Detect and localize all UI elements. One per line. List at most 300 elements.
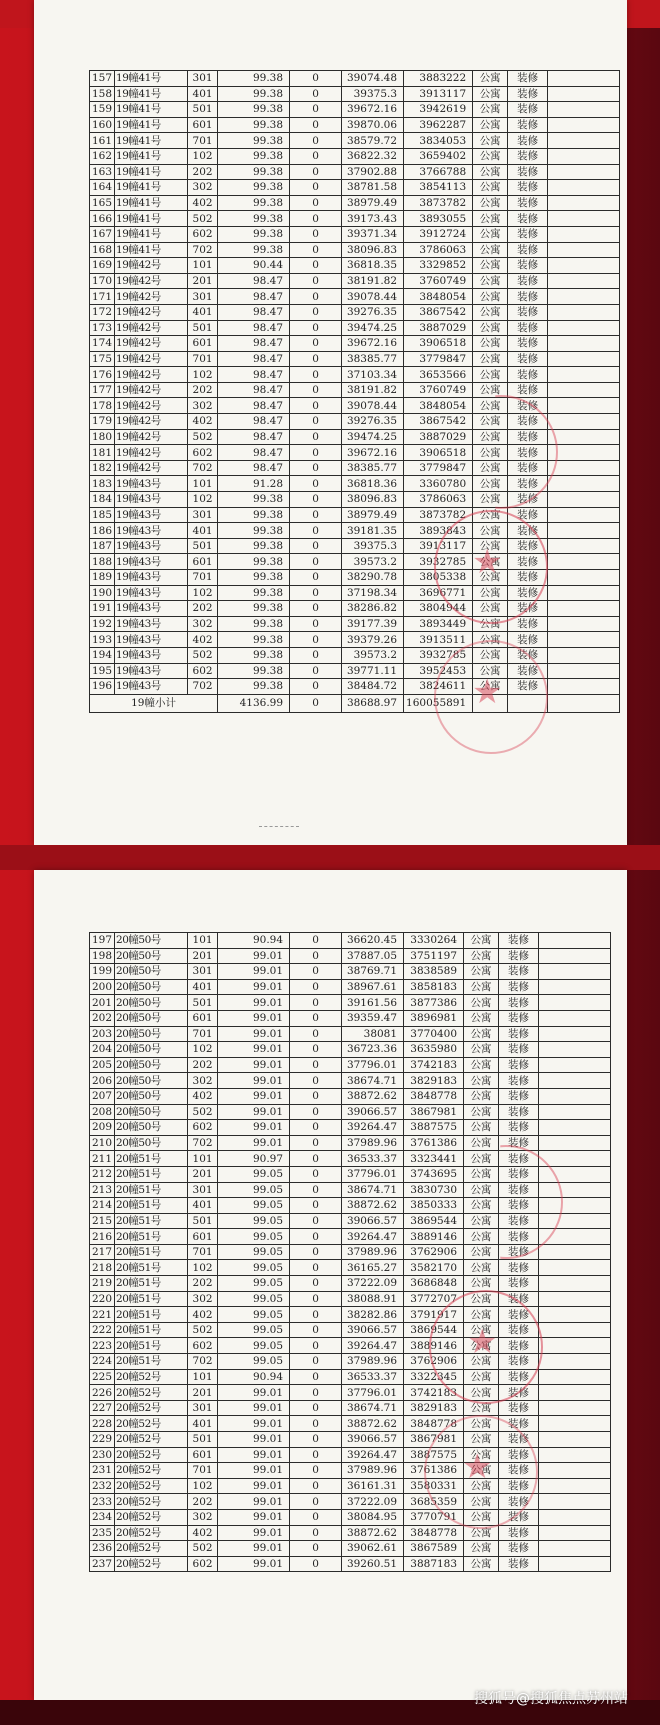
property-type-cell: 公寓 (473, 632, 508, 648)
zero-value-cell: 0 (290, 414, 342, 430)
room-number-cell: 402 (188, 1307, 218, 1323)
unit-price-cell: 36161.31 (342, 1478, 404, 1494)
total-price-cell: 3850333 (404, 1198, 464, 1214)
decoration-cell: 装修 (499, 964, 539, 980)
total-price-cell: 3751197 (404, 948, 464, 964)
decoration-cell: 装修 (508, 382, 548, 398)
room-number-cell: 401 (188, 304, 218, 320)
table-row (90, 86, 620, 102)
row-number-cell: 217 (90, 1244, 115, 1260)
property-type-cell: 公寓 (464, 964, 499, 980)
table-row (90, 382, 620, 398)
property-type-cell: 公寓 (464, 1042, 499, 1058)
area-cell: 99.01 (218, 1120, 290, 1136)
decoration-cell: 装修 (508, 320, 548, 336)
row-number-cell: 188 (90, 554, 115, 570)
zero-value-cell: 0 (290, 336, 342, 352)
total-price-cell: 3580331 (404, 1478, 464, 1494)
table-row (90, 429, 620, 445)
property-type-cell: 公寓 (464, 1135, 499, 1151)
zero-value-cell: 0 (290, 1338, 342, 1354)
decoration-cell: 装修 (499, 979, 539, 995)
property-type-cell: 公寓 (473, 523, 508, 539)
total-price-cell: 3962287 (404, 117, 473, 133)
remarks-cell (548, 71, 620, 87)
building-unit-cell: 19幢42号 (115, 304, 188, 320)
total-price-cell: 3653566 (404, 367, 473, 383)
remarks-cell (548, 211, 620, 227)
table-row (90, 367, 620, 383)
property-type-cell: 公寓 (473, 601, 508, 617)
row-number-cell: 163 (90, 164, 115, 180)
total-price-cell: 3830730 (404, 1182, 464, 1198)
remarks-cell (539, 1556, 611, 1572)
remarks-cell (548, 492, 620, 508)
building-unit-cell: 20幢51号 (115, 1307, 188, 1323)
building-unit-cell: 19幢43号 (115, 554, 188, 570)
remarks-cell (539, 995, 611, 1011)
decoration-cell: 装修 (499, 1432, 539, 1448)
decoration-cell: 装修 (499, 1151, 539, 1167)
table-row (90, 460, 620, 476)
table-row (90, 632, 620, 648)
row-number-cell: 186 (90, 523, 115, 539)
decoration-cell: 装修 (508, 585, 548, 601)
building-unit-cell: 20幢51号 (115, 1229, 188, 1245)
decoration-cell: 装修 (508, 180, 548, 196)
table-row (90, 979, 611, 995)
row-number-cell: 169 (90, 258, 115, 274)
room-number-cell: 402 (188, 195, 218, 211)
decoration-cell: 装修 (499, 1447, 539, 1463)
row-number-cell: 175 (90, 351, 115, 367)
area-cell: 99.01 (218, 1385, 290, 1401)
total-price-cell: 3582170 (404, 1260, 464, 1276)
zero-value-cell: 0 (290, 429, 342, 445)
zero-value-cell: 0 (290, 979, 342, 995)
decoration-cell: 装修 (508, 117, 548, 133)
zero-value-cell: 0 (290, 1010, 342, 1026)
table-row (90, 1244, 611, 1260)
area-cell: 99.05 (218, 1307, 290, 1323)
building-unit-cell: 20幢52号 (115, 1556, 188, 1572)
unit-price-cell: 39573.2 (342, 554, 404, 570)
building-unit-cell: 20幢51号 (115, 1198, 188, 1214)
room-number-cell: 502 (188, 1322, 218, 1338)
total-price-cell: 3772707 (404, 1291, 464, 1307)
property-type-cell: 公寓 (464, 1182, 499, 1198)
area-cell: 99.38 (218, 647, 290, 663)
total-price-cell: 3696771 (404, 585, 473, 601)
room-number-cell: 201 (188, 273, 218, 289)
total-price-cell: 3761386 (404, 1463, 464, 1479)
building-unit-cell: 19幢43号 (115, 507, 188, 523)
building-unit-cell: 20幢51号 (115, 1338, 188, 1354)
table-row (90, 1120, 611, 1136)
table-row (90, 1385, 611, 1401)
building-unit-cell: 20幢50号 (115, 1135, 188, 1151)
area-cell: 99.38 (218, 538, 290, 554)
row-number-cell: 200 (90, 979, 115, 995)
room-number-cell: 101 (188, 258, 218, 274)
table-row (90, 1291, 611, 1307)
empty-cell (548, 694, 620, 712)
property-type-cell: 公寓 (464, 1057, 499, 1073)
building-unit-cell: 19幢42号 (115, 445, 188, 461)
table-row (90, 964, 611, 980)
area-cell: 99.38 (218, 148, 290, 164)
property-type-cell: 公寓 (473, 460, 508, 476)
row-number-cell: 196 (90, 679, 115, 695)
decoration-cell: 装修 (508, 242, 548, 258)
table-row (90, 1432, 611, 1448)
table-row (90, 601, 620, 617)
total-price-cell: 3779847 (404, 351, 473, 367)
decoration-cell: 装修 (499, 1260, 539, 1276)
decoration-cell: 装修 (499, 1244, 539, 1260)
area-cell: 99.05 (218, 1229, 290, 1245)
total-price-cell: 3906518 (404, 445, 473, 461)
row-number-cell: 207 (90, 1088, 115, 1104)
zero-value-cell: 0 (290, 1182, 342, 1198)
building-unit-cell: 19幢41号 (115, 117, 188, 133)
zero-value-cell: 0 (290, 507, 342, 523)
zero-value-cell: 0 (290, 632, 342, 648)
table-row (90, 1494, 611, 1510)
building-unit-cell: 19幢42号 (115, 258, 188, 274)
zero-value-cell: 0 (290, 86, 342, 102)
remarks-cell (539, 1213, 611, 1229)
unit-price-cell: 38282.86 (342, 1307, 404, 1323)
zero-value-cell: 0 (290, 1088, 342, 1104)
total-price-cell: 3887575 (404, 1447, 464, 1463)
property-type-cell: 公寓 (464, 1463, 499, 1479)
zero-value-cell: 0 (290, 554, 342, 570)
unit-price-cell: 36620.45 (342, 933, 404, 949)
area-cell: 98.47 (218, 289, 290, 305)
zero-value-cell: 0 (290, 1447, 342, 1463)
property-type-cell: 公寓 (473, 492, 508, 508)
total-price-cell: 3766788 (404, 164, 473, 180)
remarks-cell (539, 1447, 611, 1463)
row-number-cell: 183 (90, 476, 115, 492)
unit-price-cell: 39181.35 (342, 523, 404, 539)
subtotal-label: 19幢小计 (90, 694, 218, 712)
area-cell: 99.38 (218, 507, 290, 523)
row-number-cell: 193 (90, 632, 115, 648)
room-number-cell: 601 (188, 336, 218, 352)
building-unit-cell: 20幢50号 (115, 1104, 188, 1120)
room-number-cell: 701 (188, 1463, 218, 1479)
table-row (90, 647, 620, 663)
area-cell: 99.05 (218, 1322, 290, 1338)
price-table-page-2 (89, 932, 611, 1572)
watermark-text: 搜狐号@搜狐焦点苏州站 (474, 1691, 628, 1707)
building-unit-cell: 19幢41号 (115, 195, 188, 211)
building-unit-cell: 19幢42号 (115, 273, 188, 289)
area-cell: 98.47 (218, 367, 290, 383)
remarks-cell (548, 133, 620, 149)
property-type-cell: 公寓 (464, 1198, 499, 1214)
decoration-cell: 装修 (508, 258, 548, 274)
remarks-cell (539, 1276, 611, 1292)
room-number-cell: 301 (188, 71, 218, 87)
property-type-cell: 公寓 (473, 414, 508, 430)
total-price-cell: 3848778 (404, 1525, 464, 1541)
property-type-cell: 公寓 (464, 1369, 499, 1385)
room-number-cell: 602 (188, 1338, 218, 1354)
zero-value-cell: 0 (290, 1229, 342, 1245)
building-unit-cell: 20幢52号 (115, 1385, 188, 1401)
decoration-cell: 装修 (499, 1307, 539, 1323)
zero-value-cell: 0 (290, 289, 342, 305)
room-number-cell: 502 (188, 647, 218, 663)
area-cell: 99.38 (218, 211, 290, 227)
unit-price-cell: 39066.57 (342, 1432, 404, 1448)
zero-value-cell: 0 (290, 1057, 342, 1073)
property-type-cell: 公寓 (464, 1541, 499, 1557)
empty-cell (473, 694, 508, 712)
remarks-cell (539, 1463, 611, 1479)
decoration-cell: 装修 (499, 1291, 539, 1307)
table-row (90, 933, 611, 949)
unit-price-cell: 36165.27 (342, 1260, 404, 1276)
unit-price-cell: 37989.96 (342, 1354, 404, 1370)
remarks-cell (539, 1244, 611, 1260)
building-unit-cell: 20幢52号 (115, 1494, 188, 1510)
table-row (90, 570, 620, 586)
total-price-cell: 3942619 (404, 102, 473, 118)
unit-price-cell: 39066.57 (342, 1322, 404, 1338)
building-unit-cell: 20幢51号 (115, 1151, 188, 1167)
room-number-cell: 702 (188, 242, 218, 258)
property-type-cell: 公寓 (473, 538, 508, 554)
room-number-cell: 501 (188, 102, 218, 118)
decoration-cell: 装修 (499, 1198, 539, 1214)
total-price-cell: 3913117 (404, 86, 473, 102)
area-cell: 99.01 (218, 1104, 290, 1120)
area-cell: 99.01 (218, 1026, 290, 1042)
property-type-cell: 公寓 (473, 398, 508, 414)
unit-price-cell: 38769.71 (342, 964, 404, 980)
property-type-cell: 公寓 (473, 320, 508, 336)
unit-price-cell: 38674.71 (342, 1400, 404, 1416)
unit-price-cell: 39066.57 (342, 1213, 404, 1229)
property-type-cell: 公寓 (464, 933, 499, 949)
property-type-cell: 公寓 (473, 616, 508, 632)
area-cell: 90.94 (218, 1369, 290, 1385)
unit-price-cell: 38579.72 (342, 133, 404, 149)
property-type-cell: 公寓 (464, 1151, 499, 1167)
subtotal-total: 160055891 (404, 694, 473, 712)
remarks-cell (539, 948, 611, 964)
room-number-cell: 602 (188, 445, 218, 461)
area-cell: 98.47 (218, 336, 290, 352)
property-type-cell: 公寓 (473, 429, 508, 445)
remarks-cell (539, 964, 611, 980)
table-row (90, 1369, 611, 1385)
room-number-cell: 601 (188, 1447, 218, 1463)
area-cell: 99.38 (218, 663, 290, 679)
table-row (90, 538, 620, 554)
decoration-cell: 装修 (499, 1478, 539, 1494)
property-type-cell: 公寓 (464, 1026, 499, 1042)
area-cell: 99.38 (218, 71, 290, 87)
area-cell: 90.97 (218, 1151, 290, 1167)
total-price-cell: 3932785 (404, 647, 473, 663)
table-row (90, 585, 620, 601)
total-price-cell: 3889146 (404, 1229, 464, 1245)
unit-price-cell: 39264.47 (342, 1447, 404, 1463)
room-number-cell: 101 (188, 933, 218, 949)
building-unit-cell: 20幢51号 (115, 1291, 188, 1307)
room-number-cell: 702 (188, 1135, 218, 1151)
decoration-cell: 装修 (508, 148, 548, 164)
table-row (90, 71, 620, 87)
property-type-cell: 公寓 (464, 1447, 499, 1463)
area-cell: 99.01 (218, 1042, 290, 1058)
zero-value-cell: 0 (290, 1307, 342, 1323)
total-price-cell: 3887029 (404, 429, 473, 445)
unit-price-cell: 39276.35 (342, 414, 404, 430)
area-cell: 99.01 (218, 1447, 290, 1463)
unit-price-cell: 36822.32 (342, 148, 404, 164)
building-unit-cell: 19幢42号 (115, 289, 188, 305)
zero-value-cell: 0 (290, 351, 342, 367)
table-row (90, 148, 620, 164)
building-unit-cell: 20幢50号 (115, 964, 188, 980)
zero-value-cell: 0 (290, 1151, 342, 1167)
building-unit-cell: 20幢50号 (115, 948, 188, 964)
total-price-cell: 3834053 (404, 133, 473, 149)
zero-value-cell: 0 (290, 492, 342, 508)
table-row (90, 133, 620, 149)
total-price-cell: 3330264 (404, 933, 464, 949)
total-price-cell: 3791917 (404, 1307, 464, 1323)
remarks-cell (548, 538, 620, 554)
total-price-cell: 3805338 (404, 570, 473, 586)
zero-value-cell: 0 (290, 679, 342, 695)
room-number-cell: 101 (188, 476, 218, 492)
property-type-cell: 公寓 (473, 663, 508, 679)
unit-price-cell: 37103.34 (342, 367, 404, 383)
building-unit-cell: 19幢43号 (115, 538, 188, 554)
building-unit-cell: 19幢43号 (115, 476, 188, 492)
decoration-cell: 装修 (508, 570, 548, 586)
property-type-cell: 公寓 (473, 336, 508, 352)
remarks-cell (539, 1432, 611, 1448)
property-type-cell: 公寓 (473, 195, 508, 211)
area-cell: 91.28 (218, 476, 290, 492)
remarks-cell (539, 1385, 611, 1401)
row-number-cell: 162 (90, 148, 115, 164)
decoration-cell: 装修 (499, 1556, 539, 1572)
area-cell: 99.38 (218, 164, 290, 180)
table-row (90, 1088, 611, 1104)
area-cell: 99.38 (218, 102, 290, 118)
unit-price-cell: 38674.71 (342, 1182, 404, 1198)
remarks-cell (539, 1073, 611, 1089)
area-cell: 99.01 (218, 979, 290, 995)
building-unit-cell: 19幢43号 (115, 570, 188, 586)
room-number-cell: 102 (188, 367, 218, 383)
room-number-cell: 702 (188, 1354, 218, 1370)
unit-price-cell: 38286.82 (342, 601, 404, 617)
zero-value-cell: 0 (290, 1198, 342, 1214)
building-unit-cell: 20幢52号 (115, 1400, 188, 1416)
remarks-cell (548, 679, 620, 695)
zero-value-cell: 0 (290, 1244, 342, 1260)
total-price-cell: 3659402 (404, 148, 473, 164)
decoration-cell: 装修 (508, 647, 548, 663)
row-number-cell: 219 (90, 1276, 115, 1292)
subtotal-area: 4136.99 (218, 694, 290, 712)
row-number-cell: 211 (90, 1151, 115, 1167)
total-price-cell: 3329852 (404, 258, 473, 274)
room-number-cell: 602 (188, 226, 218, 242)
area-cell: 99.01 (218, 1010, 290, 1026)
area-cell: 99.01 (218, 1525, 290, 1541)
decoration-cell: 装修 (499, 1463, 539, 1479)
area-cell: 98.47 (218, 304, 290, 320)
area-cell: 99.05 (218, 1276, 290, 1292)
table-row (90, 1010, 611, 1026)
row-number-cell: 202 (90, 1010, 115, 1026)
decoration-cell: 装修 (499, 1541, 539, 1557)
property-type-cell: 公寓 (473, 304, 508, 320)
remarks-cell (548, 117, 620, 133)
row-number-cell: 232 (90, 1478, 115, 1494)
decoration-cell: 装修 (508, 398, 548, 414)
zero-value-cell: 0 (290, 102, 342, 118)
table-row (90, 995, 611, 1011)
property-type-cell: 公寓 (464, 1260, 499, 1276)
total-price-cell: 3887183 (404, 1556, 464, 1572)
building-unit-cell: 20幢52号 (115, 1525, 188, 1541)
area-cell: 99.01 (218, 1432, 290, 1448)
row-number-cell: 195 (90, 663, 115, 679)
row-number-cell: 198 (90, 948, 115, 964)
zero-value-cell: 0 (290, 1166, 342, 1182)
property-type-cell: 公寓 (473, 351, 508, 367)
room-number-cell: 202 (188, 382, 218, 398)
row-number-cell: 199 (90, 964, 115, 980)
row-number-cell: 216 (90, 1229, 115, 1245)
area-cell: 99.05 (218, 1354, 290, 1370)
room-number-cell: 601 (188, 1010, 218, 1026)
building-unit-cell: 19幢43号 (115, 523, 188, 539)
building-unit-cell: 19幢41号 (115, 71, 188, 87)
zero-value-cell: 0 (290, 476, 342, 492)
row-number-cell: 218 (90, 1260, 115, 1276)
zero-value-cell: 0 (290, 1276, 342, 1292)
unit-price-cell: 36723.36 (342, 1042, 404, 1058)
room-number-cell: 302 (188, 1509, 218, 1525)
decoration-cell: 装修 (499, 1182, 539, 1198)
property-type-cell: 公寓 (464, 1400, 499, 1416)
area-cell: 99.01 (218, 1416, 290, 1432)
decoration-cell: 装修 (508, 663, 548, 679)
building-unit-cell: 19幢43号 (115, 601, 188, 617)
zero-value-cell: 0 (290, 1073, 342, 1089)
remarks-cell (548, 398, 620, 414)
zero-value-cell: 0 (290, 1026, 342, 1042)
remarks-cell (539, 1151, 611, 1167)
area-cell: 99.01 (218, 1057, 290, 1073)
row-number-cell: 179 (90, 414, 115, 430)
area-cell: 99.01 (218, 1478, 290, 1494)
building-unit-cell: 20幢51号 (115, 1166, 188, 1182)
